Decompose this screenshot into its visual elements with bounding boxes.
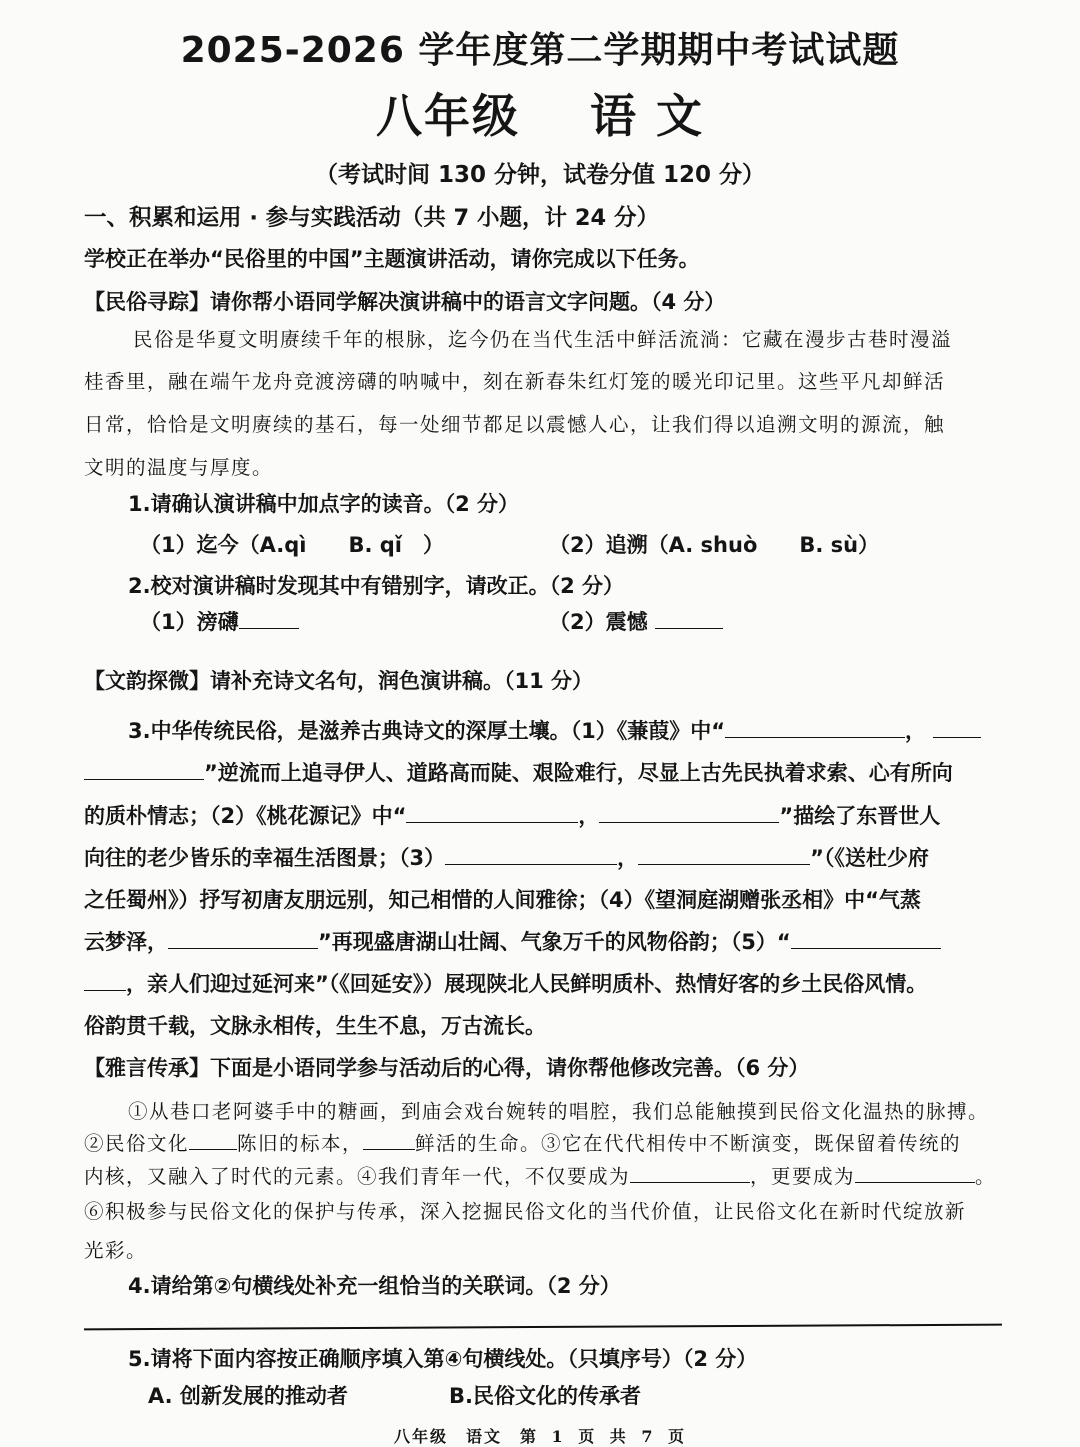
q3-text: ”再现盛唐湖山壮阔、气象万千的风物俗韵；（5）“ [318, 930, 791, 954]
q3-text: ”（《送杜少府 [810, 846, 929, 870]
grade-subject-title [0, 80, 1080, 146]
answer-blank[interactable] [189, 1130, 237, 1151]
answer-blank[interactable] [791, 927, 941, 949]
answer-blank[interactable] [239, 607, 299, 629]
answer-blank[interactable] [84, 758, 204, 780]
q3-text: 云梦泽， [84, 930, 168, 954]
question-2-item-2 [549, 606, 723, 636]
question-3-line: 之任蜀州》）抒写初唐友朋远别，知己相惜的人间雅徐；（4）《望洞庭湖赠张丞相》中“气蒸 [84, 888, 921, 912]
task1-passage-line: 桂香里，融在端午龙舟竞渡滂礴的呐喊中，刻在新春朱红灯笼的暖光印记里。这些平凡却鲜活 [84, 370, 946, 393]
q3-text: ”描绘了东晋世人 [779, 804, 941, 828]
task1-heading: 【民俗寻踪】请你帮小语同学解决演讲稿中的语言文字问题。（4 分） [84, 290, 726, 314]
q3-text: 3.中华传统民俗，是滋养古典诗文的深厚土壤。（1）《蒹葭》中“ [128, 719, 726, 743]
task3-text: 陈旧的标本， [237, 1132, 364, 1155]
page-footer: 八年级 语文 第 1 页 共 7 页 [393, 1427, 687, 1446]
task2-heading: 【文韵探微】请补充诗文名句，润色演讲稿。（11 分） [84, 669, 594, 693]
exam-title: 2025-2026 学年度第二学期期中考试试题 [180, 30, 900, 71]
answer-blank[interactable] [363, 1130, 415, 1151]
q3-text: ”逆流而上追寻伊人、道路高而陡、艰险难行，尽显上古先民执着求索、心有所向 [204, 761, 953, 785]
task3-text: 鲜活的生命。③它在代代相传中不断演变，既保留着传统的 [415, 1132, 962, 1155]
question-3-line [84, 842, 1014, 872]
task1-passage-line: 民俗是华夏文明赓续千年的根脉，迄今仍在当代生活中鲜活流淌：它藏在漫步古巷时漫溢 [133, 328, 953, 351]
task3-passage-line: ①从巷口老阿婆手中的糖画，到庙会戏台婉转的唱腔，我们总能触摸到民俗文化温热的脉搏。 [128, 1100, 990, 1123]
question-2-item-2-text: （2）震憾 [549, 610, 648, 634]
task3-text: ②民俗文化 [84, 1132, 190, 1155]
q3-text: ， [617, 846, 639, 870]
subject-label: 语 文 [589, 89, 704, 143]
question-1-option-2: （2）追溯（A. shuò B. sù） [549, 533, 880, 557]
q3-text: 向往的老少皆乐的幸福生活图景；（3） [84, 846, 446, 870]
task3-text: 内核，又融入了时代的元素。④我们青年一代，不仅要成为 [84, 1165, 631, 1188]
question-3-line [84, 757, 1014, 787]
answer-blank[interactable] [638, 843, 810, 865]
answer-blank[interactable] [855, 1163, 975, 1184]
task3-passage-line: 光彩。 [84, 1239, 148, 1262]
question-2-stem: 2.校对演讲稿时发现其中有错别字，请改正。（2 分） [128, 574, 625, 598]
task3-passage-line [84, 1128, 1014, 1156]
task3-heading: 【雅言传承】下面是小语同学参与活动后的心得，请你帮他修改完善。（6 分） [84, 1056, 810, 1080]
question-4-answer-line[interactable] [84, 1324, 1002, 1331]
q3-text: ， [905, 719, 927, 743]
question-3-line [84, 968, 1014, 998]
exam-info: （考试时间 130 分钟，试卷分值 120 分） [314, 162, 766, 188]
task3-passage-line [84, 1161, 1014, 1189]
answer-blank[interactable] [630, 1163, 750, 1184]
question-4-stem: 4.请给第②句横线处补充一组恰当的关联词。（2 分） [128, 1274, 621, 1298]
answer-blank[interactable] [599, 801, 779, 823]
task3-text: 。 [975, 1165, 997, 1188]
question-3-line [84, 800, 1014, 830]
section1-intro: 学校正在举办“民俗里的中国”主题演讲活动，请你完成以下任务。 [84, 247, 700, 271]
answer-blank[interactable] [655, 607, 723, 629]
task1-passage-line: 文明的温度与厚度。 [84, 456, 274, 479]
task3-passage-line: ⑥积极参与民俗文化的保护与传承，深入挖掘民俗文化的当代价值，让民俗文化在新时代绽放新 [84, 1200, 967, 1223]
task1-passage-line: 日常，恰恰是文明赓续的基石，每一处细节都足以震憾人心，让我们得以追溯文明的源流，触 [84, 413, 946, 436]
question-1-option-1: （1）迄今（A.qì B. qǐ ） [140, 533, 444, 557]
answer-blank[interactable] [725, 716, 905, 738]
question-1-stem: 1.请确认演讲稿中加点字的读音。（2 分） [128, 492, 520, 516]
question-2-item-1-text: （1）滂礴 [140, 610, 239, 634]
question-5-option-a: A. 创新发展的推动者 [148, 1384, 348, 1408]
answer-blank[interactable] [406, 801, 578, 823]
question-5-stem: 5.请将下面内容按正确顺序填入第④句横线处。（只填序号）（2 分） [128, 1347, 758, 1371]
question-2-item-1 [140, 606, 299, 636]
answer-blank[interactable] [84, 969, 126, 991]
answer-blank[interactable] [933, 716, 981, 738]
question-3-line [84, 926, 1014, 956]
section1-heading: 一、积累和运用 · 参与实践活动（共 7 小题，计 24 分） [84, 205, 660, 231]
question-5-option-b: B.民俗文化的传承者 [449, 1384, 641, 1408]
q3-text: ， [578, 804, 600, 828]
answer-blank[interactable] [445, 843, 617, 865]
q3-text: 的质朴情志；（2）《桃花源记》中“ [84, 804, 407, 828]
answer-blank[interactable] [168, 927, 318, 949]
question-3-line [128, 715, 1058, 745]
q3-text: ，亲人们迎过延河来”（《回延安》）展现陕北人民鲜明质朴、热情好客的乡土民俗风情。 [126, 972, 928, 996]
question-3-line: 俗韵贯千载，文脉永相传，生生不息，万古流长。 [84, 1014, 546, 1038]
grade-label: 八年级 [375, 89, 520, 143]
task3-text: ，更要成为 [750, 1165, 856, 1188]
